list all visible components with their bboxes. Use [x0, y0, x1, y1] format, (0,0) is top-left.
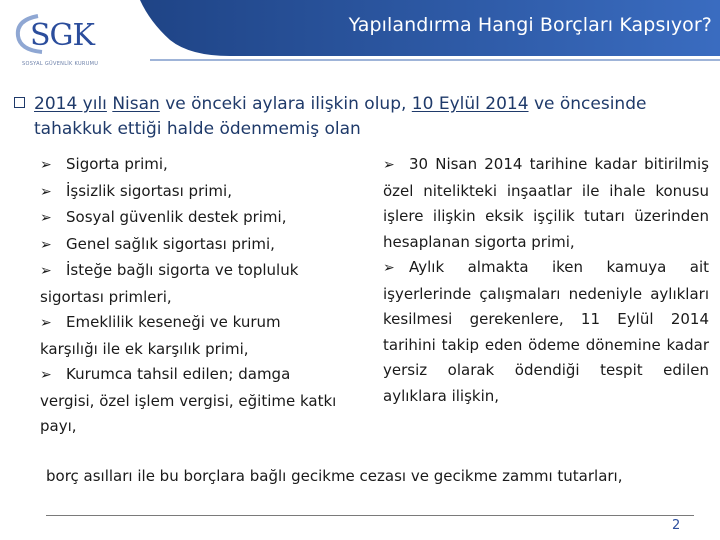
list-item: ➢ Sosyal güvenlik destek primi, [40, 205, 340, 232]
sgk-logo [8, 10, 128, 67]
intro-part-tail: ve öncesinde tahakkuk ettiği halde ödenmemiş olan [34, 94, 647, 139]
intro-part-year: 2014 yılı [34, 94, 107, 114]
intro-part-date: 10 Eylül 2014 [411, 94, 529, 114]
logo-text: SGK [30, 18, 94, 53]
arrow-bullet-icon: ➢ [40, 367, 52, 383]
divider [46, 515, 694, 516]
page-number: 2 [672, 518, 681, 533]
intro-part-text: ve önceki aylara ilişkin olup, [165, 94, 407, 114]
list-item: ➢ İsteğe bağlı sigorta ve topluluk sigortası primleri, [40, 261, 299, 306]
right-column [383, 152, 709, 409]
page-title: Yapılandırma Hangi Borçları Kapsıyor? [348, 14, 712, 36]
arrow-bullet-icon: ➢ [383, 157, 395, 173]
arrow-bullet-icon: ➢ [40, 263, 52, 279]
left-column [40, 152, 340, 440]
arrow-bullet-icon: ➢ [40, 315, 52, 331]
arrow-bullet-icon: ➢ [40, 210, 52, 226]
logo-subtitle: SOSYAL GÜVENLİK KURUMU [22, 61, 99, 67]
arrow-bullet-icon: ➢ [40, 183, 52, 200]
arrow-bullet-icon: ➢ [40, 157, 52, 173]
list-item: ➢ Aylık almakta iken kamuya ait işyerlerinde çalışmaları nedeniyle aylıkları kesilmesi gerekenlere, 11 Eylül 2014 tarihini takip eden ödeme dönemine kadar yersiz olarak ödendiği tespit edilen aylıklara ilişkin, [383, 258, 709, 405]
intro-part-month: Nisan [112, 94, 160, 114]
list-item: ➢ Emeklilik keseneği ve kurum karşılığı ile ek karşılık primi, [40, 313, 281, 358]
list-item: ➢ Kurumca tahsil edilen; damga vergisi, özel işlem vergisi, eğitime katkı payı, [40, 365, 337, 435]
arrow-bullet-icon: ➢ [383, 260, 395, 276]
list-item: ➢ 30 Nisan 2014 tarihine kadar bitirilmiş özel nitelikteki inşaatlar ile ihale konusu işlere ilişkin eksik işçilik tutarı üzerinden hesaplanan sigorta primi, [383, 155, 709, 251]
square-bullet-icon [14, 97, 25, 108]
bottom-text: borç asılları ile bu borçlara bağlı gecikme cezası ve gecikme zammı tutarları, [46, 467, 623, 485]
list-item: ➢ İşsizlik sigortası primi, [40, 179, 340, 206]
intro-bullet [34, 92, 694, 142]
list-item: ➢ Sigorta primi, [40, 152, 340, 179]
list-item: ➢ Genel sağlık sigortası primi, [40, 232, 340, 259]
arrow-bullet-icon: ➢ [40, 236, 52, 253]
